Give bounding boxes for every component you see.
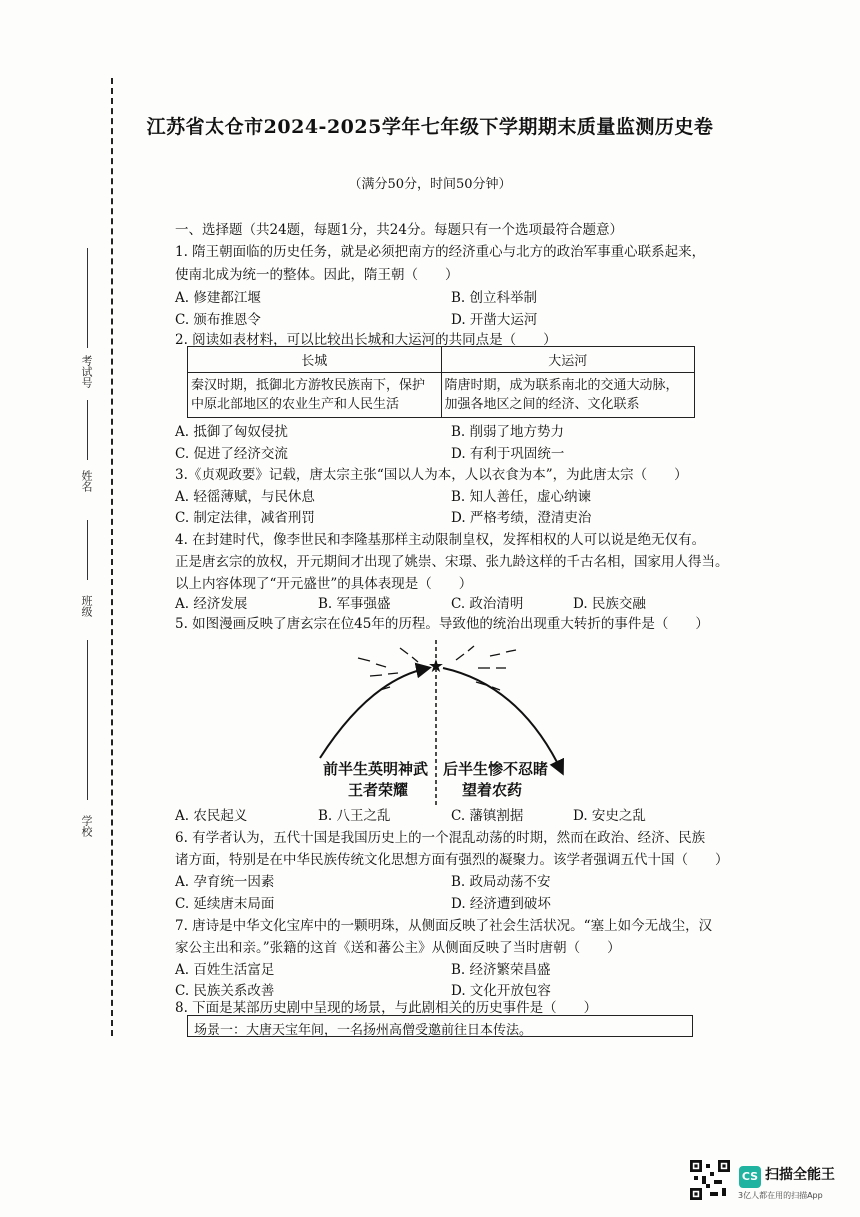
name-blank: [87, 400, 88, 460]
class-label: 班级: [80, 595, 93, 617]
q4-option-b: B. 军事强盛: [318, 596, 391, 612]
q7-stem-2: 家公主出和亲。”张籍的这首《送和蕃公主》从侧面反映了当时唐朝（ ）: [175, 940, 621, 956]
q2-stem: 2. 阅读如表材料，可以比较出长城和大运河的共同点是（ ）: [175, 332, 557, 348]
school-blank: [87, 640, 88, 800]
q8-scene-box: 场景一：大唐天宝年间，一名扬州高僧受邀前往日本传法。: [187, 1015, 693, 1037]
camscanner-app-name: 扫描全能王: [765, 1167, 835, 1183]
exam-title: 江苏省太仓市2024-2025学年七年级下学期期末质量监测历史卷: [146, 116, 714, 138]
q5-option-b: B. 八王之乱: [318, 808, 391, 824]
q2-comparison-table: [187, 346, 695, 418]
school-label: 学校: [80, 815, 93, 837]
q6-stem-1: 6. 有学者认为，五代十国是我国历史上的一个混乱动荡的时期，然而在政治、经济、民族: [175, 830, 706, 846]
table-cell-grand-canal: 隋唐时期，成为联系南北的交通大动脉，加强各地区之间的经济、文化联系: [441, 373, 695, 418]
q1-option-c: C. 颁布推恩令: [175, 312, 261, 328]
q2-option-c: C. 促进了经济交流: [175, 446, 288, 462]
q1-option-b: B. 创立科举制: [451, 290, 538, 306]
table-cell-great-wall: 秦汉时期，抵御北方游牧民族南下，保护中原北部地区的农业生产和人民生活: [188, 373, 442, 418]
binding-dashed-line: [111, 78, 113, 1036]
q3-option-c: C. 制定法律，减省刑罚: [175, 510, 315, 526]
q6-option-c: C. 延续唐末局面: [175, 896, 275, 912]
q4-option-c: C. 政治清明: [451, 596, 524, 612]
class-blank: [87, 520, 88, 580]
camscanner-logo-icon: CS: [739, 1166, 761, 1188]
q7-option-b: B. 经济繁荣昌盛: [451, 962, 551, 978]
q5-stem: 5. 如图漫画反映了唐玄宗在位45年的历程。导致他的统治出现重大转折的事件是（ ）: [175, 616, 709, 632]
q5-cartoon: [300, 640, 580, 805]
q6-option-d: D. 经济遭到破坏: [451, 896, 551, 912]
q7-option-a: A. 百姓生活富足: [175, 962, 275, 978]
q4-option-d: D. 民族交融: [573, 596, 646, 612]
q5-option-d: D. 安史之乱: [573, 808, 646, 824]
table-header-grand-canal: 大运河: [441, 347, 695, 373]
q6-option-a: A. 孕育统一因素: [175, 874, 275, 890]
star-icon: ★: [427, 656, 445, 677]
q1-option-a: A. 修建都江堰: [175, 290, 261, 306]
rising-arc: [320, 668, 428, 758]
q4-option-a: A. 经济发展: [175, 596, 248, 612]
q1-stem-1: 1. 隋王朝面临的历史任务，就是必须把南方的经济重心与北方的政治军事重心联系起来，: [175, 244, 706, 260]
q4-stem-3: 以上内容体现了“开元盛世”的具体表现是（ ）: [175, 576, 473, 592]
q2-option-d: D. 有利于巩固统一: [451, 446, 565, 462]
exam-number-label: 考试号: [80, 355, 93, 388]
exam-number-blank: [87, 248, 88, 348]
q4-stem-2: 正是唐玄宗的放权，开元期间才出现了姚崇、宋璟、张九龄这样的千古名相，国家用人得当。: [175, 554, 729, 570]
cartoon-right-line1: 后半生惨不忍睹: [443, 760, 549, 778]
q4-stem-1: 4. 在封建时代，像李世民和李隆基那样主动限制皇权，发挥相权的人可以说是绝无仅有。: [175, 532, 706, 548]
q5-option-c: C. 藩镇割据: [451, 808, 524, 824]
q6-stem-2: 诸方面，特别是在中华民族传统文化思想方面有强烈的凝聚力。该学者强调五代十国（ ）: [175, 852, 729, 868]
q7-stem-1: 7. 唐诗是中华文化宝库中的一颗明珠，从侧面反映了社会生活状况。“塞上如今无战尘，汉: [175, 918, 713, 934]
name-label: 姓名: [80, 470, 93, 492]
q3-stem: 3.《贞观政要》记载，唐太宗主张“国以人为本，人以衣食为本”，为此唐太宗（ ）: [175, 467, 688, 483]
q3-option-b: B. 知人善任，虚心纳谏: [451, 489, 592, 505]
q1-option-d: D. 开凿大运河: [451, 312, 538, 328]
q6-option-b: B. 政局动荡不安: [451, 874, 551, 890]
q1-stem-2: 使南北成为统一的整体。因此，隋王朝（ ）: [175, 267, 459, 283]
q3-option-a: A. 轻徭薄赋，与民休息: [175, 489, 315, 505]
q2-option-b: B. 削弱了地方势力: [451, 424, 565, 440]
q3-option-d: D. 严格考绩，澄清吏治: [451, 510, 592, 526]
falling-arc: [443, 668, 562, 772]
q7-option-d: D. 文化开放包容: [451, 983, 551, 999]
q8-stem: 8. 下面是某部历史剧中呈现的场景，与此剧相关的历史事件是（ ）: [175, 1000, 598, 1016]
table-header-great-wall: 长城: [188, 347, 442, 373]
q2-option-a: A. 抵御了匈奴侵扰: [175, 424, 288, 440]
cartoon-left-line2: 王者荣耀: [347, 781, 409, 799]
qr-code-icon: [690, 1160, 730, 1200]
cartoon-right-line2: 望着农药: [461, 781, 523, 799]
section-heading: 一、选择题（共24题，每题1分，共24分。每题只有一个选项最符合题意）: [175, 222, 623, 238]
camscanner-tagline: 3亿人都在用的扫描App: [738, 1191, 823, 1200]
q5-option-a: A. 农民起义: [175, 808, 248, 824]
cartoon-left-line1: 前半生英明神武: [322, 760, 428, 778]
q7-option-c: C. 民族关系改善: [175, 983, 275, 999]
exam-subtitle: （满分50分，时间50分钟）: [348, 177, 512, 192]
